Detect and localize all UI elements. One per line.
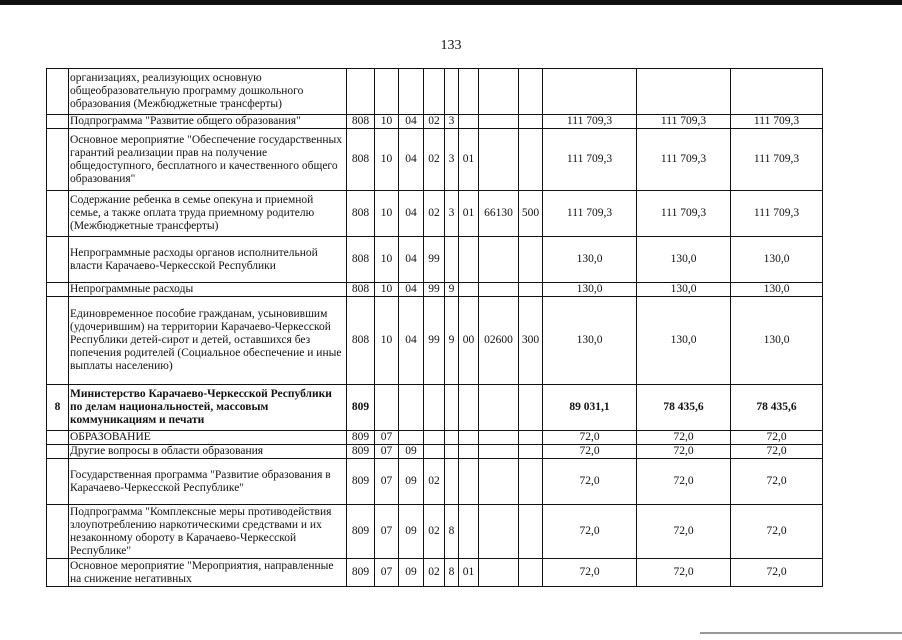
expense-code	[479, 283, 519, 297]
subsection-code	[399, 69, 424, 115]
row-name: Основное мероприятие "Обеспечение государственных гарантий реализации прав на получение общедоступного, бесплатного и качественного общего образования"	[69, 129, 347, 191]
table-row	[47, 283, 823, 297]
row-name: Другие вопросы в области образования	[69, 445, 347, 459]
section-code: 07	[375, 431, 399, 445]
grbs-code: 808	[347, 237, 375, 283]
sum-year-3: 130,0	[731, 297, 823, 385]
expense-type-code: 300	[519, 297, 543, 385]
program-code	[424, 69, 445, 115]
sum-year-1: 72,0	[543, 559, 637, 587]
expense-type-code	[519, 445, 543, 459]
program-code: 02	[424, 559, 445, 587]
sum-year-1: 72,0	[543, 459, 637, 505]
activity-code: 01	[459, 129, 479, 191]
sum-year-1: 72,0	[543, 431, 637, 445]
section-code: 10	[375, 115, 399, 129]
row-name: Подпрограмма "Развитие общего образования"	[69, 115, 347, 129]
expense-code	[479, 129, 519, 191]
section-code: 07	[375, 445, 399, 459]
expense-type-code	[519, 69, 543, 115]
bottom-edge-line	[700, 632, 902, 634]
row-name: Непрограммные расходы	[69, 283, 347, 297]
grbs-code: 809	[347, 459, 375, 505]
expense-code	[479, 431, 519, 445]
table-row	[47, 191, 823, 237]
activity-code	[459, 237, 479, 283]
program-code: 02	[424, 115, 445, 129]
row-name: организациях, реализующих основную общеобразовательную программу дошкольного образования (Межбюджетные трансферты)	[69, 69, 347, 115]
activity-code: 01	[459, 559, 479, 587]
program-code: 99	[424, 283, 445, 297]
sum-year-2: 111 709,3	[637, 191, 731, 237]
expense-code	[479, 559, 519, 587]
expense-code	[479, 115, 519, 129]
expense-code	[479, 459, 519, 505]
grbs-code: 809	[347, 431, 375, 445]
activity-code	[459, 431, 479, 445]
expense-type-code	[519, 459, 543, 505]
table-row	[47, 505, 823, 559]
sum-year-1: 130,0	[543, 283, 637, 297]
page-number: 133	[440, 38, 462, 53]
sum-year-1: 72,0	[543, 505, 637, 559]
section-code: 10	[375, 129, 399, 191]
row-number	[47, 505, 69, 559]
subsection-code: 04	[399, 191, 424, 237]
subsection-code: 04	[399, 283, 424, 297]
table-row	[47, 115, 823, 129]
subsection-code: 09	[399, 559, 424, 587]
subsection-code: 04	[399, 237, 424, 283]
row-name: ОБРАЗОВАНИЕ	[69, 431, 347, 445]
expense-type-code	[519, 505, 543, 559]
sum-year-2: 72,0	[637, 505, 731, 559]
section-code: 07	[375, 505, 399, 559]
activity-code	[459, 459, 479, 505]
row-name: Министерство Карачаево-Черкесской Республики по делам национальностей, массовым коммуникациям и печати	[69, 385, 347, 431]
table-row	[47, 385, 823, 431]
grbs-code: 809	[347, 505, 375, 559]
subsection-code	[399, 385, 424, 431]
subsection-code: 04	[399, 115, 424, 129]
sum-year-1: 72,0	[543, 445, 637, 459]
table-row	[47, 559, 823, 587]
sum-year-2: 130,0	[637, 297, 731, 385]
table-row	[47, 445, 823, 459]
subsection-code: 09	[399, 505, 424, 559]
sum-year-2: 72,0	[637, 559, 731, 587]
program-code: 99	[424, 237, 445, 283]
subprogram-code	[445, 69, 459, 115]
expense-code: 66130	[479, 191, 519, 237]
subprogram-code	[445, 431, 459, 445]
subsection-code	[399, 431, 424, 445]
expense-type-code	[519, 237, 543, 283]
activity-code: 00	[459, 297, 479, 385]
sum-year-1: 130,0	[543, 237, 637, 283]
table-row	[47, 129, 823, 191]
grbs-code: 809	[347, 385, 375, 431]
grbs-code: 808	[347, 129, 375, 191]
row-number	[47, 297, 69, 385]
row-number	[47, 431, 69, 445]
sum-year-2	[637, 69, 731, 115]
activity-code	[459, 505, 479, 559]
sum-year-2: 111 709,3	[637, 115, 731, 129]
row-name: Основное мероприятие "Мероприятия, направленные на снижение негативных	[69, 559, 347, 587]
row-name: Подпрограмма "Комплексные меры противодействия злоупотреблению наркотическими средствами и их незаконному обороту в Карачаево-Черкесской Республике"	[69, 505, 347, 559]
row-number	[47, 283, 69, 297]
row-number	[47, 559, 69, 587]
sum-year-2: 72,0	[637, 445, 731, 459]
budget-table	[46, 68, 823, 587]
program-code	[424, 445, 445, 459]
activity-code	[459, 283, 479, 297]
row-number	[47, 129, 69, 191]
subprogram-code	[445, 237, 459, 283]
subprogram-code	[445, 445, 459, 459]
row-number: 8	[47, 385, 69, 431]
activity-code: 01	[459, 191, 479, 237]
sum-year-3: 111 709,3	[731, 191, 823, 237]
sum-year-3	[731, 69, 823, 115]
sum-year-1: 111 709,3	[543, 129, 637, 191]
row-name: Единовременное пособие гражданам, усыновившим (удочерившим) на территории Карачаево-Черкесской Республики детей-сирот и детей, оставшихся без попечения родителей (Социальное обеспечение и иные выплаты населению)	[69, 297, 347, 385]
row-number	[47, 445, 69, 459]
sum-year-3: 130,0	[731, 283, 823, 297]
expense-code	[479, 385, 519, 431]
row-name: Непрограммные расходы органов исполнительной власти Карачаево-Черкесской Республики	[69, 237, 347, 283]
subsection-code: 04	[399, 297, 424, 385]
sum-year-3: 78 435,6	[731, 385, 823, 431]
subprogram-code: 9	[445, 297, 459, 385]
sum-year-3: 72,0	[731, 505, 823, 559]
sum-year-3: 72,0	[731, 559, 823, 587]
activity-code	[459, 69, 479, 115]
subprogram-code	[445, 459, 459, 505]
program-code: 02	[424, 459, 445, 505]
sum-year-1: 111 709,3	[543, 191, 637, 237]
expense-code	[479, 505, 519, 559]
sum-year-2: 130,0	[637, 237, 731, 283]
expense-type-code	[519, 385, 543, 431]
section-code: 07	[375, 559, 399, 587]
program-code	[424, 385, 445, 431]
subprogram-code: 3	[445, 115, 459, 129]
section-code	[375, 69, 399, 115]
top-border-line	[0, 0, 902, 5]
table-row	[47, 237, 823, 283]
subprogram-code: 8	[445, 559, 459, 587]
row-number	[47, 115, 69, 129]
table-row	[47, 297, 823, 385]
sum-year-2: 72,0	[637, 459, 731, 505]
expense-code: 02600	[479, 297, 519, 385]
sum-year-1: 130,0	[543, 297, 637, 385]
section-code: 10	[375, 191, 399, 237]
table-row	[47, 431, 823, 445]
grbs-code: 808	[347, 297, 375, 385]
subprogram-code: 3	[445, 191, 459, 237]
subprogram-code	[445, 385, 459, 431]
row-number	[47, 237, 69, 283]
subprogram-code: 3	[445, 129, 459, 191]
sum-year-3: 72,0	[731, 431, 823, 445]
expense-type-code	[519, 115, 543, 129]
sum-year-2: 130,0	[637, 283, 731, 297]
activity-code	[459, 385, 479, 431]
grbs-code: 808	[347, 191, 375, 237]
program-code: 99	[424, 297, 445, 385]
grbs-code: 808	[347, 283, 375, 297]
program-code: 02	[424, 129, 445, 191]
expense-type-code	[519, 559, 543, 587]
table-row	[47, 69, 823, 115]
subprogram-code: 8	[445, 505, 459, 559]
sum-year-2: 111 709,3	[637, 129, 731, 191]
activity-code	[459, 115, 479, 129]
program-code	[424, 431, 445, 445]
table-row	[47, 459, 823, 505]
subsection-code: 04	[399, 129, 424, 191]
expense-code	[479, 445, 519, 459]
sum-year-2: 72,0	[637, 431, 731, 445]
expense-type-code	[519, 431, 543, 445]
row-number	[47, 69, 69, 115]
row-name: Государственная программа "Развитие образования в Карачаево-Черкесской Республике"	[69, 459, 347, 505]
grbs-code: 809	[347, 445, 375, 459]
activity-code	[459, 445, 479, 459]
sum-year-1: 89 031,1	[543, 385, 637, 431]
sum-year-3: 72,0	[731, 445, 823, 459]
expense-code	[479, 69, 519, 115]
sum-year-3: 130,0	[731, 237, 823, 283]
expense-code	[479, 237, 519, 283]
program-code: 02	[424, 505, 445, 559]
sum-year-2: 78 435,6	[637, 385, 731, 431]
expense-type-code	[519, 283, 543, 297]
section-code: 10	[375, 237, 399, 283]
grbs-code: 809	[347, 559, 375, 587]
subprogram-code: 9	[445, 283, 459, 297]
section-code: 07	[375, 459, 399, 505]
program-code: 02	[424, 191, 445, 237]
grbs-code	[347, 69, 375, 115]
sum-year-3: 111 709,3	[731, 115, 823, 129]
sum-year-3: 111 709,3	[731, 129, 823, 191]
subsection-code: 09	[399, 445, 424, 459]
grbs-code: 808	[347, 115, 375, 129]
row-number	[47, 191, 69, 237]
row-number	[47, 459, 69, 505]
sum-year-1: 111 709,3	[543, 115, 637, 129]
expense-type-code: 500	[519, 191, 543, 237]
section-code: 10	[375, 283, 399, 297]
sum-year-1	[543, 69, 637, 115]
sum-year-3: 72,0	[731, 459, 823, 505]
subsection-code: 09	[399, 459, 424, 505]
section-code: 10	[375, 297, 399, 385]
section-code	[375, 385, 399, 431]
expense-type-code	[519, 129, 543, 191]
row-name: Содержание ребенка в семье опекуна и приемной семье, а также оплата труда приемному родителю (Межбюджетные трансферты)	[69, 191, 347, 237]
